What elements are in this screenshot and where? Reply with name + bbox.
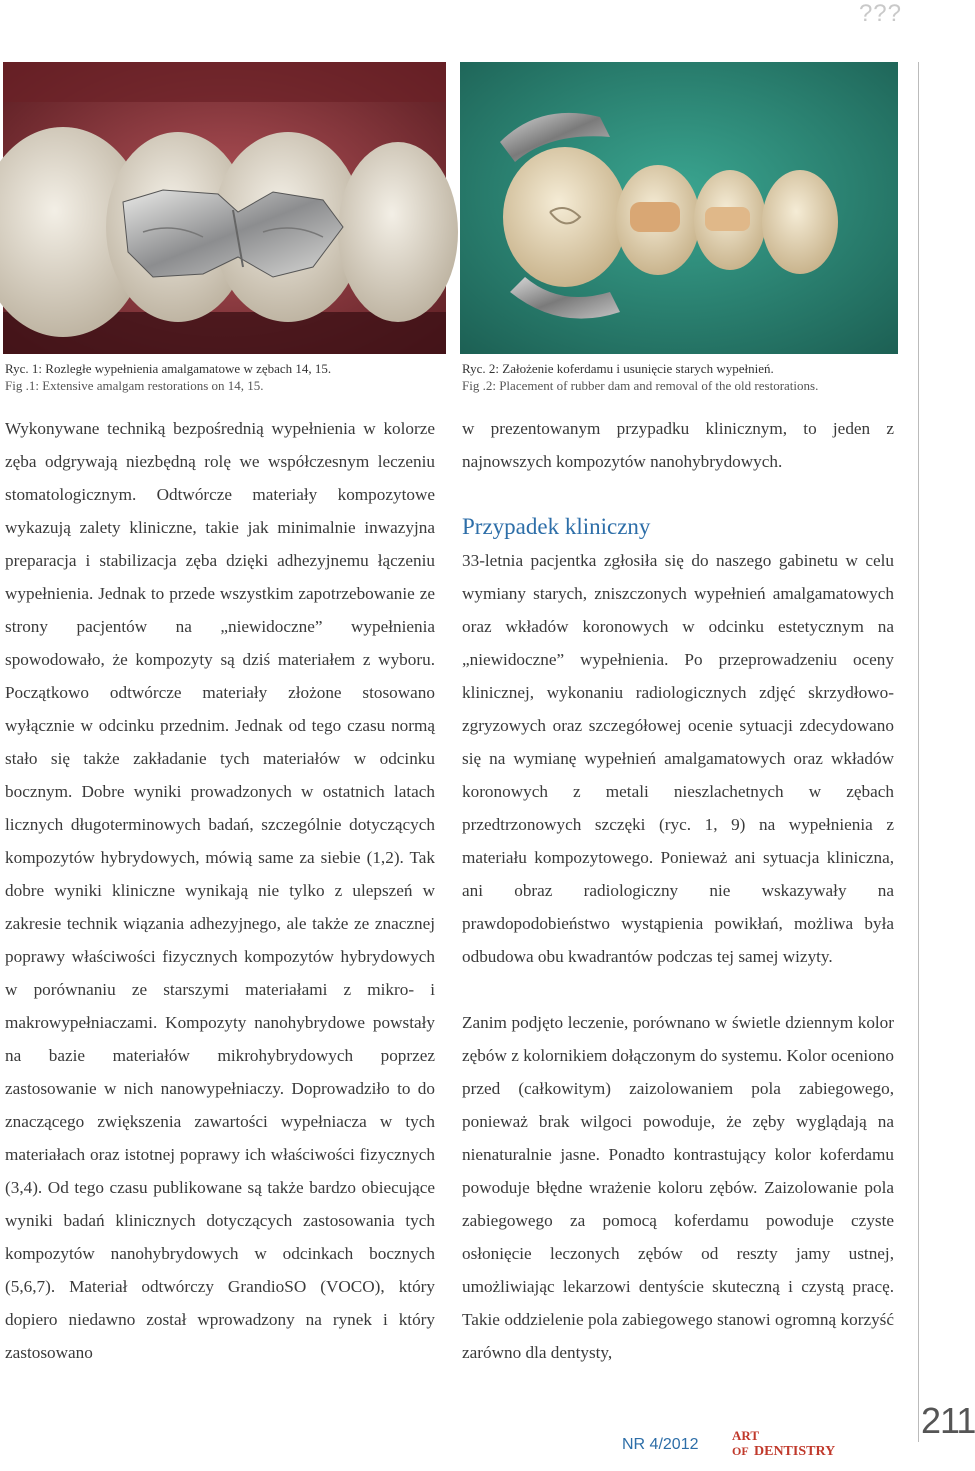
figure-1-photo <box>3 62 446 354</box>
rubber-dam-image <box>460 62 898 354</box>
color-assessment-paragraph: Zanim podjęto leczenie, porównano w świetle dziennym kolor zębów z kolornikiem dołączonym do systemu. Kolor oceniono przed (całkowitym) zaizolowaniem pola zabiegowego, ponieważ brak wilgoci powoduje, że zęby wyglądają na nienaturalnie jasne. Ponadto kontrastujący kolor koferdamu powoduje błędne wrażenie koloru zębów. Zaizolowanie pola zabiegowego za pomocą koferdamu powoduje czyste osłonięcie leczonych zębów od reszty jamy ustnej, umożliwiając lekarzowi dentyście skuteczną i czystą pracę. Takie oddzielenie pola zabiegowego stanowi ogromną korzyść zarówno dla dentysty, <box>462 1013 894 1362</box>
brand-line-2: DENTISTRY <box>754 1444 836 1459</box>
brand-line-1: ART <box>732 1428 759 1443</box>
amalgam-teeth-image <box>3 62 446 354</box>
art-of-dentistry-logo <box>730 1428 880 1458</box>
figure-1-caption <box>5 360 445 394</box>
brand-logo <box>730 1428 880 1458</box>
vertical-rule <box>918 62 919 1442</box>
intro-paragraph: Wykonywane techniką bezpośrednią wypełnienia w kolorze zęba odgrywają niezbędną rolę we współczesnym leczeniu stomatologicznym. Odtwórcze materiały kompozytowe wykazują zalety kliniczne, takie jak minimalnie inwazyjna preparacja i stabilizacja zęba dzięki adhezyjnemu łączeniu wypełnienia. Jednak to przede wszystkim zapotrzebowanie ze strony pacjentów na „niewidoczne” wypełnienia spowodowało, że kompozyty są dziś materiałem z wyboru. Początkowo odtwórcze materiały złożone stosowano wyłącznie w odcinku przednim. Jednak od tego czasu normą stało się także zakładanie tych materiałów w odcinku bocznym. Dobre wyniki prowadzonych w ostatnich latach licznych długoterminowych badań, szczególnie dotyczących kompozytów hybrydowych, mówią same za siebie (1,2). Tak dobre wyniki kliniczne wynikają nie tylko z ulepszeń w zakresie technik wiązania adhezyjnego, ale także ze znacznej poprawy właściwości fizycznych kompozytów hybrydowych w porównaniu ze starszymi materiałami z mikro- i makrowypełniaczami. Kompozyty nanohybrydowe powstały na bazie materiałów mikrohybrydowych poprzez zastosowanie w nich nanowypełniaczy. Doprowadziło to do znaczącego zwiększenia zawartości wypełniacza w tych materiałach oraz istotnej poprawy ich właściwości fizycznych (3,4). Od tego czasu publikowane są także bardzo obiecujące wyniki badań klinicznych dotyczących zastosowania tych kompozytów nanohybrydowych w odcinkach bocznych (5,6,7). Materiał odtwórczy GrandioSO (VOCO), który dopiero niedawno został wprowadzony na rynek i który zastosowano <box>5 419 435 1362</box>
figure-2-caption <box>462 360 902 394</box>
page-number: 211 <box>921 1400 975 1441</box>
header-mark: ??? <box>858 0 902 27</box>
figure-1-caption-english: Fig .1: Extensive amalgam restorations on 14, 15. <box>5 378 264 393</box>
issue-number: NR 4/2012 <box>622 1436 699 1453</box>
figure-1-caption-polish: Ryc. 1: Rozległe wypełnienia amalgamatowe w zębach 14, 15. <box>5 361 332 376</box>
figure-2-caption-english: Fig .2: Placement of rubber dam and removal of the old restorations. <box>462 378 819 393</box>
case-paragraph: 33-letnia pacjentka zgłosiła się do naszego gabinetu w celu wymiany starych, zniszczonych wypełnień amalgamatowych oraz wkładów koronowych w odcinku estetycznym na „niewidoczne” wypełnienia. Po przeprowadzeniu oceny klinicznej, wykonaniu radiologicznych zdjęć skrzydłowo-zgryzowych oraz szczegółowej ocenie sytuacji zdecydowano się na wymianę wypełnień amalgamatowych oraz wkładów koronowych z metali nieszlachetnych w zębach przedtrzonowych szczęki (ryc. 1, 9) na wypełnienia z materiału kompozytowego. Ponieważ ani sytuacja kliniczna, ani obraz radiologiczny nie wskazywały na prawdopodobieństwo wystąpienia powikłań, możliwa była odbudowa obu kwadrantów podczas tej samej wizyty. <box>462 551 894 966</box>
right-text-column <box>462 412 894 1369</box>
brand-of: OF <box>732 1444 749 1458</box>
left-text-column <box>5 412 435 1369</box>
figure-2-caption-polish: Ryc. 2: Założenie koferdamu i usunięcie starych wypełnień. <box>462 361 774 376</box>
continuation-paragraph: w prezentowanym przypadku klinicznym, to jeden z najnowszych kompozytów nanohybrydowych. <box>462 419 894 471</box>
figure-2-photo <box>460 62 898 354</box>
section-heading-clinical-case: Przypadek kliniczny <box>462 514 651 539</box>
